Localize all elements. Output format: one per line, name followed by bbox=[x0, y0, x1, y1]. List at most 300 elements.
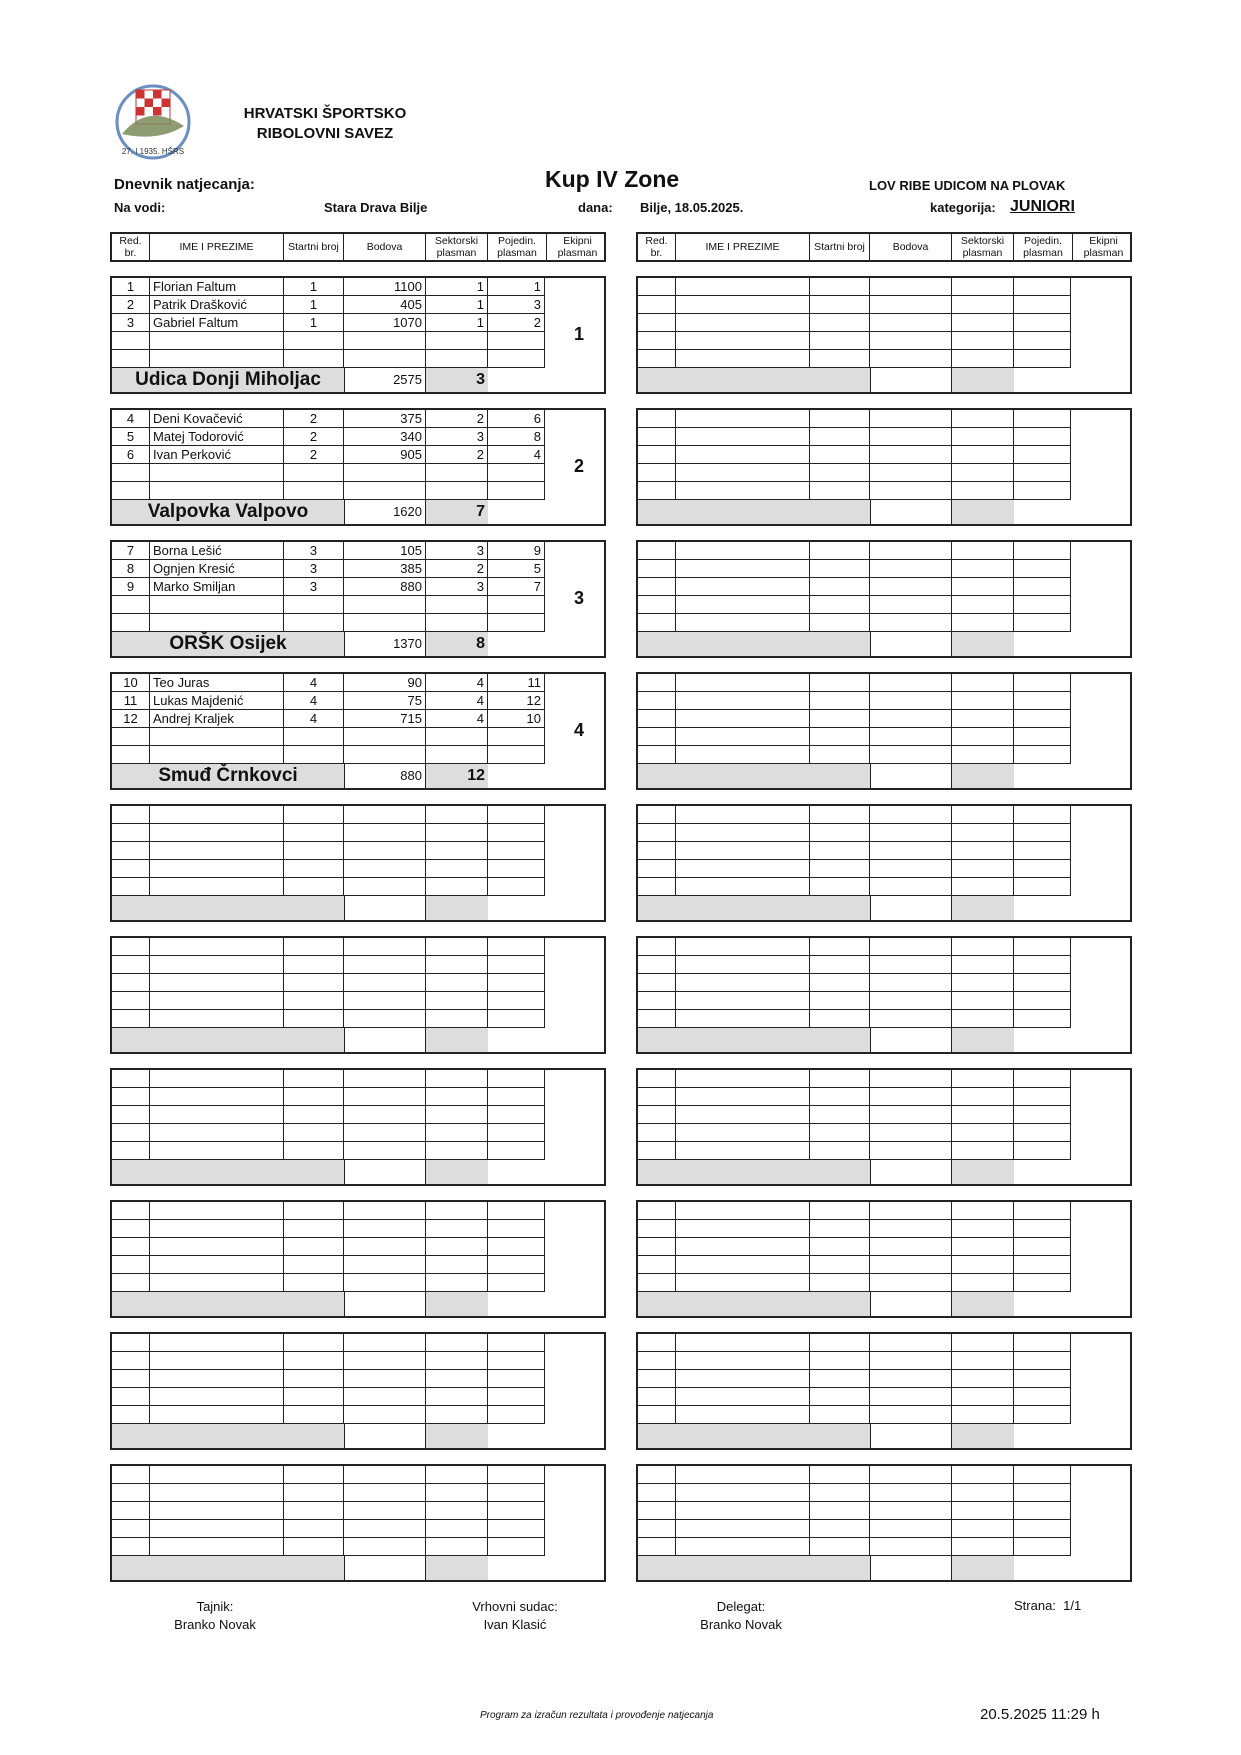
cell-name bbox=[150, 1106, 284, 1123]
cell-points: 905 bbox=[344, 446, 426, 463]
hsrs-logo bbox=[108, 82, 198, 162]
cell-name bbox=[150, 806, 284, 823]
cell-red-br: 2 bbox=[112, 296, 150, 313]
team-total bbox=[344, 1424, 426, 1448]
cell-indiv bbox=[488, 464, 545, 481]
team-total bbox=[870, 764, 952, 788]
cell-red-br bbox=[638, 1070, 676, 1087]
table-row bbox=[638, 350, 1071, 368]
cell-points bbox=[344, 728, 426, 745]
cell-points bbox=[870, 746, 952, 763]
cell-start bbox=[810, 296, 870, 313]
table-row bbox=[638, 956, 1071, 974]
cell-sector bbox=[952, 1010, 1014, 1027]
cell-points bbox=[870, 710, 952, 727]
cell-sector bbox=[426, 1352, 488, 1369]
team-sector-sum bbox=[426, 1028, 488, 1052]
cell-indiv bbox=[488, 806, 545, 823]
cell-name: Marko Smiljan bbox=[150, 578, 284, 595]
cell-red-br bbox=[112, 1388, 150, 1405]
cell-name bbox=[150, 1238, 284, 1255]
team-name bbox=[112, 1292, 344, 1316]
cell-red-br bbox=[638, 746, 676, 763]
col-name: IME I PREZIME bbox=[676, 234, 810, 260]
cell-red-br bbox=[638, 464, 676, 481]
table-row bbox=[638, 1220, 1071, 1238]
cell-name bbox=[150, 1088, 284, 1105]
water-label: Na vodi: bbox=[114, 200, 166, 215]
cell-red-br bbox=[638, 278, 676, 295]
cell-points bbox=[344, 1010, 426, 1027]
summary-blank bbox=[1014, 896, 1073, 920]
cell-indiv bbox=[1014, 974, 1071, 991]
cell-sector bbox=[426, 860, 488, 877]
cell-name bbox=[150, 596, 284, 613]
cell-sector bbox=[426, 1124, 488, 1141]
table-header bbox=[110, 232, 606, 262]
cell-name bbox=[676, 728, 810, 745]
team-name bbox=[638, 764, 870, 788]
cell-indiv bbox=[1014, 1238, 1071, 1255]
cell-start bbox=[810, 1202, 870, 1219]
cell-sector bbox=[952, 824, 1014, 841]
cell-sector bbox=[426, 1088, 488, 1105]
cell-red-br bbox=[638, 878, 676, 895]
cell-sector bbox=[952, 806, 1014, 823]
cell-points bbox=[344, 746, 426, 763]
page-title: Kup IV Zone bbox=[545, 166, 680, 192]
team-name: Udica Donji Miholjac bbox=[112, 368, 344, 392]
team-sector-sum bbox=[426, 1160, 488, 1184]
cell-indiv: 11 bbox=[488, 674, 545, 691]
empty-team-block bbox=[110, 1068, 606, 1186]
cell-indiv bbox=[488, 1106, 545, 1123]
table-row bbox=[638, 692, 1071, 710]
cell-points bbox=[344, 1124, 426, 1141]
cell-points bbox=[344, 1106, 426, 1123]
team-rank: 3 bbox=[573, 588, 584, 608]
team-summary bbox=[638, 1160, 1073, 1184]
cell-red-br bbox=[638, 1334, 676, 1351]
cell-start bbox=[810, 824, 870, 841]
table-row bbox=[638, 1538, 1071, 1556]
cell-red-br bbox=[112, 596, 150, 613]
cell-name bbox=[676, 446, 810, 463]
table-row bbox=[112, 542, 545, 560]
cell-name: Ivan Perković bbox=[150, 446, 284, 463]
team-total bbox=[870, 1424, 952, 1448]
table-row bbox=[638, 1238, 1071, 1256]
table-row bbox=[638, 824, 1071, 842]
cell-start bbox=[810, 860, 870, 877]
summary-blank bbox=[1014, 1556, 1073, 1580]
cell-start bbox=[284, 878, 344, 895]
cell-sector bbox=[952, 482, 1014, 499]
cell-sector bbox=[426, 1538, 488, 1555]
cell-red-br bbox=[638, 596, 676, 613]
cell-indiv: 2 bbox=[488, 314, 545, 331]
table-row bbox=[638, 728, 1071, 746]
cell-start bbox=[810, 1406, 870, 1423]
col-team: Ekipni plasman bbox=[1083, 235, 1124, 259]
cell-sector bbox=[952, 1202, 1014, 1219]
cell-start bbox=[284, 806, 344, 823]
cell-name bbox=[676, 332, 810, 349]
cell-red-br bbox=[112, 1484, 150, 1501]
table-row bbox=[638, 992, 1071, 1010]
table-row bbox=[638, 674, 1071, 692]
table-row bbox=[638, 878, 1071, 896]
table-row bbox=[112, 938, 545, 956]
table-row bbox=[638, 410, 1071, 428]
team-name bbox=[112, 1424, 344, 1448]
cell-sector bbox=[952, 1220, 1014, 1237]
cell-red-br bbox=[112, 464, 150, 481]
table-row bbox=[638, 464, 1071, 482]
cell-indiv bbox=[1014, 746, 1071, 763]
empty-team-block bbox=[110, 1464, 606, 1582]
cell-name bbox=[676, 692, 810, 709]
team-sector-sum bbox=[952, 632, 1014, 656]
cell-name bbox=[676, 350, 810, 367]
cell-red-br bbox=[638, 1202, 676, 1219]
table-row bbox=[112, 842, 545, 860]
cell-red-br bbox=[638, 410, 676, 427]
table-row bbox=[638, 860, 1071, 878]
table-row bbox=[638, 1406, 1071, 1424]
cell-red-br: 7 bbox=[112, 542, 150, 559]
cell-points: 90 bbox=[344, 674, 426, 691]
cell-red-br: 3 bbox=[112, 314, 150, 331]
team-name bbox=[638, 1556, 870, 1580]
cell-points bbox=[870, 1238, 952, 1255]
cell-indiv bbox=[1014, 614, 1071, 631]
col-team: Ekipni plasman bbox=[557, 235, 598, 259]
cell-name bbox=[676, 578, 810, 595]
table-row bbox=[112, 1238, 545, 1256]
cell-points bbox=[344, 1538, 426, 1555]
cell-indiv bbox=[1014, 578, 1071, 595]
cell-points bbox=[344, 464, 426, 481]
cell-start bbox=[284, 1124, 344, 1141]
team-summary bbox=[638, 1292, 1073, 1316]
cell-points bbox=[870, 296, 952, 313]
team-name: Valpovka Valpovo bbox=[112, 500, 344, 524]
cell-name: Deni Kovačević bbox=[150, 410, 284, 427]
cell-name bbox=[676, 938, 810, 955]
cell-sector bbox=[952, 1538, 1014, 1555]
cell-points bbox=[344, 1070, 426, 1087]
cell-red-br bbox=[638, 1520, 676, 1537]
cell-points bbox=[344, 1202, 426, 1219]
cell-sector bbox=[952, 860, 1014, 877]
team-total bbox=[870, 1160, 952, 1184]
cell-points bbox=[870, 860, 952, 877]
cell-red-br bbox=[112, 1010, 150, 1027]
cell-points bbox=[870, 332, 952, 349]
empty-team-block bbox=[636, 540, 1132, 658]
cell-points: 880 bbox=[344, 578, 426, 595]
table-row bbox=[112, 1370, 545, 1388]
team-total: 2575 bbox=[344, 368, 426, 392]
cell-sector bbox=[952, 278, 1014, 295]
cell-indiv bbox=[1014, 1352, 1071, 1369]
table-row bbox=[638, 542, 1071, 560]
svg-text:27. I 1935. HŠRS: 27. I 1935. HŠRS bbox=[121, 147, 185, 156]
team-total bbox=[344, 1160, 426, 1184]
cell-start bbox=[810, 542, 870, 559]
cell-start bbox=[284, 1256, 344, 1273]
cell-start bbox=[284, 1502, 344, 1519]
table-header bbox=[636, 232, 1132, 262]
team-rank: 4 bbox=[573, 720, 584, 740]
cell-start bbox=[284, 1088, 344, 1105]
empty-team-block bbox=[636, 1200, 1132, 1318]
summary-blank bbox=[488, 1556, 547, 1580]
cell-indiv bbox=[1014, 1388, 1071, 1405]
cell-name bbox=[676, 1088, 810, 1105]
col-points: Bodova bbox=[344, 234, 426, 260]
table-row bbox=[112, 824, 545, 842]
cell-points bbox=[870, 482, 952, 499]
cell-indiv bbox=[1014, 710, 1071, 727]
team-sector-sum: 7 bbox=[426, 500, 488, 524]
cell-name: Ognjen Kresić bbox=[150, 560, 284, 577]
team-sector-sum bbox=[952, 764, 1014, 788]
team-total bbox=[344, 896, 426, 920]
category-value: JUNIORI bbox=[1010, 198, 1075, 215]
table-row bbox=[112, 1088, 545, 1106]
table-row bbox=[638, 1484, 1071, 1502]
cell-indiv bbox=[488, 1220, 545, 1237]
team-name bbox=[112, 1160, 344, 1184]
table-row bbox=[112, 332, 545, 350]
table-row bbox=[112, 1388, 545, 1406]
cell-sector bbox=[426, 1502, 488, 1519]
cell-indiv bbox=[488, 332, 545, 349]
table-row bbox=[638, 710, 1071, 728]
cell-sector bbox=[952, 674, 1014, 691]
cell-sector bbox=[952, 1502, 1014, 1519]
table-row bbox=[638, 560, 1071, 578]
team-total bbox=[344, 1292, 426, 1316]
cell-start bbox=[284, 1406, 344, 1423]
cell-sector bbox=[952, 728, 1014, 745]
cell-name bbox=[150, 728, 284, 745]
cell-sector bbox=[952, 542, 1014, 559]
cell-sector bbox=[426, 1520, 488, 1537]
cell-name: Patrik Drašković bbox=[150, 296, 284, 313]
cell-red-br bbox=[638, 446, 676, 463]
cell-start bbox=[810, 446, 870, 463]
cell-points bbox=[344, 596, 426, 613]
cell-indiv bbox=[488, 974, 545, 991]
cell-name bbox=[676, 1538, 810, 1555]
cell-name bbox=[676, 560, 810, 577]
table-row bbox=[112, 1352, 545, 1370]
cell-red-br bbox=[112, 956, 150, 973]
cell-indiv bbox=[1014, 1220, 1071, 1237]
cell-indiv: 4 bbox=[488, 446, 545, 463]
cell-sector bbox=[952, 1088, 1014, 1105]
cell-start bbox=[284, 1274, 344, 1291]
cell-red-br bbox=[638, 1274, 676, 1291]
col-start: Startni broj bbox=[810, 234, 870, 260]
cell-sector bbox=[952, 1070, 1014, 1087]
cell-red-br bbox=[638, 1256, 676, 1273]
cell-start bbox=[810, 278, 870, 295]
team-summary bbox=[638, 1028, 1073, 1052]
cell-points bbox=[870, 728, 952, 745]
cell-name bbox=[676, 806, 810, 823]
cell-red-br bbox=[112, 1088, 150, 1105]
cell-indiv bbox=[488, 1406, 545, 1423]
cell-red-br bbox=[638, 1106, 676, 1123]
cell-indiv bbox=[488, 860, 545, 877]
table-row bbox=[112, 278, 545, 296]
cell-points bbox=[870, 542, 952, 559]
summary-blank bbox=[488, 764, 547, 788]
cell-sector bbox=[952, 1466, 1014, 1483]
cell-points bbox=[870, 1010, 952, 1027]
cell-name bbox=[150, 1406, 284, 1423]
empty-team-block bbox=[110, 936, 606, 1054]
cell-red-br bbox=[112, 1142, 150, 1159]
cell-name bbox=[150, 1274, 284, 1291]
cell-name bbox=[676, 410, 810, 427]
cell-indiv: 9 bbox=[488, 542, 545, 559]
cell-sector bbox=[426, 1256, 488, 1273]
cell-points bbox=[344, 1520, 426, 1537]
cell-indiv: 7 bbox=[488, 578, 545, 595]
table-row bbox=[112, 806, 545, 824]
cell-indiv bbox=[1014, 314, 1071, 331]
cell-points bbox=[870, 824, 952, 841]
cell-red-br bbox=[112, 1124, 150, 1141]
cell-sector bbox=[952, 1484, 1014, 1501]
table-row bbox=[638, 974, 1071, 992]
cell-points bbox=[870, 1370, 952, 1387]
table-row bbox=[112, 1520, 545, 1538]
cell-start bbox=[284, 938, 344, 955]
cell-start bbox=[810, 1088, 870, 1105]
cell-points bbox=[870, 1520, 952, 1537]
cell-start bbox=[284, 842, 344, 859]
cell-points bbox=[344, 1484, 426, 1501]
cell-name bbox=[676, 1334, 810, 1351]
cell-start bbox=[810, 992, 870, 1009]
cell-sector bbox=[952, 1274, 1014, 1291]
cell-points bbox=[870, 1256, 952, 1273]
table-row bbox=[638, 1106, 1071, 1124]
cell-start bbox=[810, 1520, 870, 1537]
cell-sector bbox=[426, 1466, 488, 1483]
cell-start bbox=[810, 596, 870, 613]
cell-name bbox=[676, 1520, 810, 1537]
team-total bbox=[344, 1556, 426, 1580]
cell-indiv bbox=[1014, 410, 1071, 427]
summary-blank bbox=[488, 1160, 547, 1184]
cell-red-br bbox=[112, 1274, 150, 1291]
cell-red-br: 12 bbox=[112, 710, 150, 727]
cell-points bbox=[870, 878, 952, 895]
cell-sector: 2 bbox=[426, 560, 488, 577]
cell-red-br: 11 bbox=[112, 692, 150, 709]
cell-red-br bbox=[638, 806, 676, 823]
cell-start bbox=[810, 1484, 870, 1501]
cell-name bbox=[676, 464, 810, 481]
cell-points bbox=[870, 350, 952, 367]
cell-points bbox=[870, 1142, 952, 1159]
table-row bbox=[638, 314, 1071, 332]
cell-red-br bbox=[112, 1352, 150, 1369]
team-summary bbox=[638, 1424, 1073, 1448]
table-row bbox=[638, 278, 1071, 296]
cell-red-br bbox=[638, 974, 676, 991]
cell-name bbox=[676, 1256, 810, 1273]
cell-indiv bbox=[488, 1484, 545, 1501]
cell-sector bbox=[426, 350, 488, 367]
table-row bbox=[112, 428, 545, 446]
table-row bbox=[112, 1220, 545, 1238]
delegate: Delegat: Branko Novak bbox=[700, 1599, 782, 1632]
cell-name bbox=[676, 1142, 810, 1159]
cell-sector: 3 bbox=[426, 542, 488, 559]
cell-name bbox=[150, 1124, 284, 1141]
cell-indiv bbox=[1014, 956, 1071, 973]
cell-red-br bbox=[112, 1466, 150, 1483]
cell-points bbox=[344, 614, 426, 631]
cell-sector: 1 bbox=[426, 296, 488, 313]
team-total bbox=[870, 1028, 952, 1052]
cell-start bbox=[284, 1520, 344, 1537]
table-row bbox=[112, 596, 545, 614]
summary-blank bbox=[488, 896, 547, 920]
cell-start bbox=[284, 464, 344, 481]
cell-name bbox=[150, 1070, 284, 1087]
cell-red-br bbox=[638, 1370, 676, 1387]
cell-red-br bbox=[638, 1388, 676, 1405]
team-block bbox=[110, 408, 606, 526]
cell-sector bbox=[426, 614, 488, 631]
cell-sector bbox=[952, 692, 1014, 709]
cell-indiv bbox=[1014, 938, 1071, 955]
team-sector-sum: 8 bbox=[426, 632, 488, 656]
cell-sector bbox=[426, 1334, 488, 1351]
table-row bbox=[112, 350, 545, 368]
cell-name bbox=[676, 1010, 810, 1027]
summary-blank bbox=[1014, 1424, 1073, 1448]
team-summary bbox=[638, 764, 1073, 788]
cell-name bbox=[676, 1124, 810, 1141]
cell-red-br bbox=[638, 860, 676, 877]
cell-name: Andrej Kraljek bbox=[150, 710, 284, 727]
cell-points bbox=[344, 1220, 426, 1237]
cell-red-br bbox=[112, 1256, 150, 1273]
table-row bbox=[112, 1070, 545, 1088]
cell-start bbox=[810, 974, 870, 991]
cell-name: Matej Todorović bbox=[150, 428, 284, 445]
cell-points bbox=[870, 1484, 952, 1501]
cell-start bbox=[810, 1124, 870, 1141]
empty-team-block bbox=[636, 804, 1132, 922]
cell-name bbox=[676, 278, 810, 295]
cell-sector bbox=[952, 350, 1014, 367]
cell-indiv bbox=[488, 596, 545, 613]
cell-indiv bbox=[488, 1466, 545, 1483]
cell-name bbox=[676, 542, 810, 559]
cell-points: 405 bbox=[344, 296, 426, 313]
